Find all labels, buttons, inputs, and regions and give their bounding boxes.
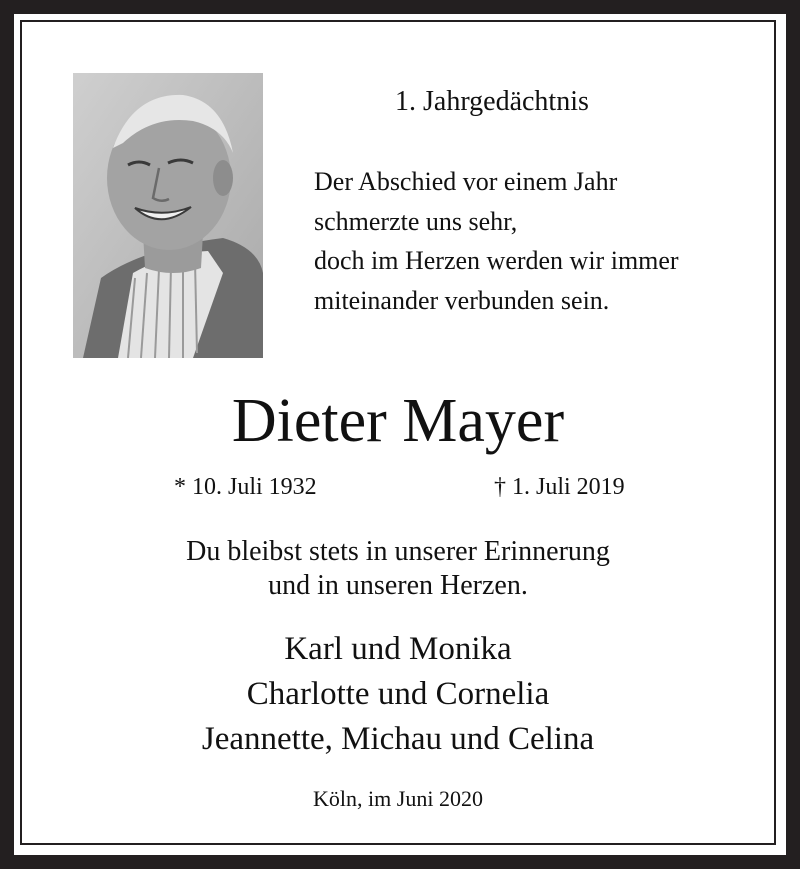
family-line: Karl und Monika: [284, 631, 512, 667]
family-signature: [22, 627, 774, 762]
family-line: Jeannette, Michau und Celina: [201, 721, 595, 757]
verse-line: miteinander verbunden sein.: [314, 285, 610, 315]
notice-frame: [20, 20, 776, 845]
quote-line: und in unseren Herzen.: [268, 570, 528, 601]
birth-date: * 10. Juli 1932: [174, 474, 317, 500]
portrait-photo: [73, 73, 263, 358]
remembrance-quote: [22, 535, 774, 603]
verse-line: doch im Herzen werden wir immer: [314, 246, 679, 275]
obituary-notice: [14, 14, 786, 855]
anniversary-heading: 1. Jahrgedächtnis: [395, 86, 589, 117]
deceased-name: Dieter Mayer: [231, 387, 565, 455]
place-and-date: Köln, im Juni 2020: [313, 786, 483, 811]
family-line: Charlotte und Cornelia: [246, 676, 550, 712]
quote-line: Du bleibst stets in unserer Erinnerung: [186, 536, 610, 567]
memorial-verse: [314, 162, 679, 320]
death-date: † 1. Juli 2019: [494, 474, 625, 500]
verse-line: Der Abschied vor einem Jahr: [314, 167, 618, 196]
portrait-illustration: [73, 73, 263, 358]
verse-line: schmerzte uns sehr,: [314, 206, 518, 236]
